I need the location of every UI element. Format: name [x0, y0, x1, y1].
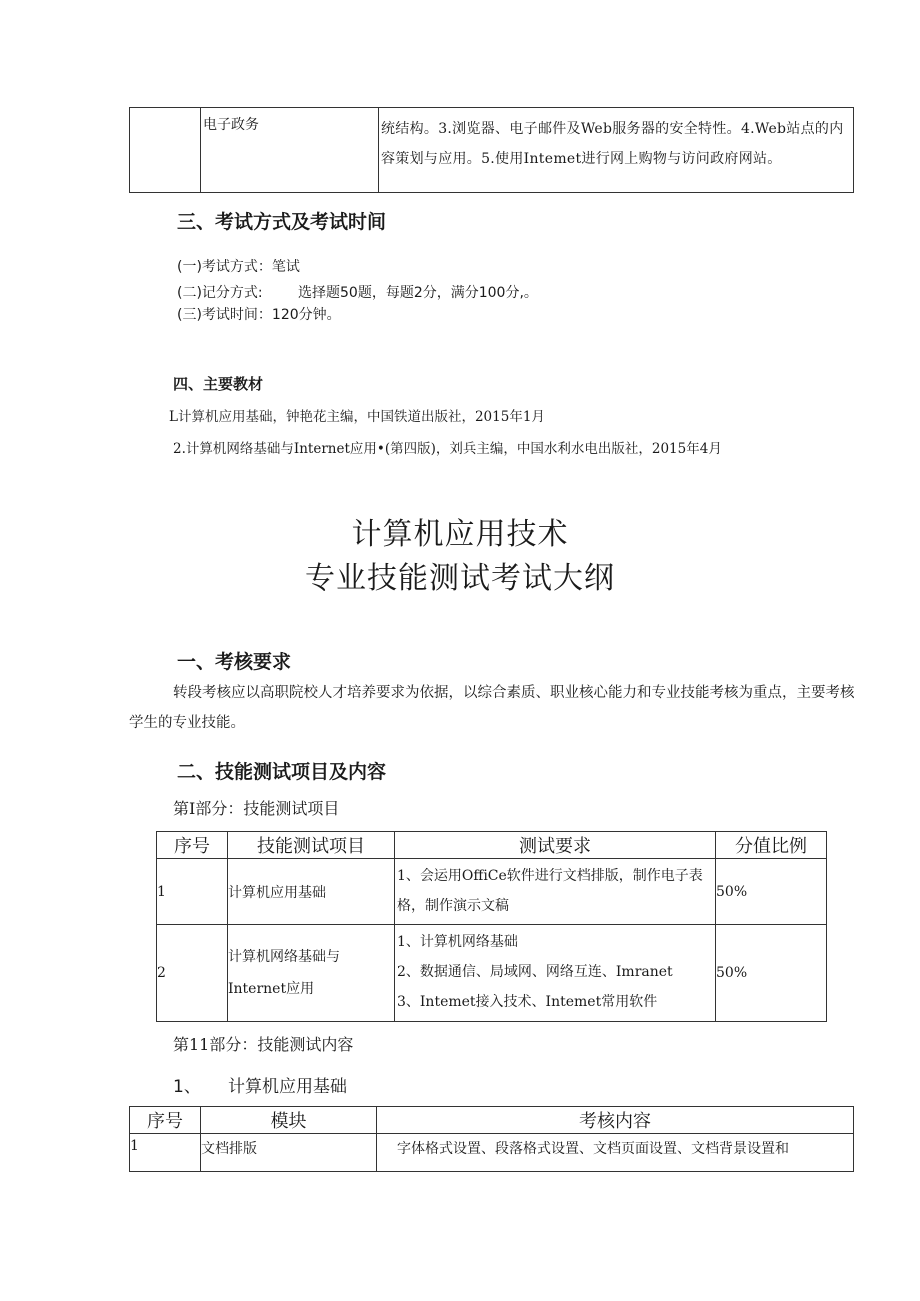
section4-heading: 四、主要教材: [173, 375, 264, 393]
top-table-cell-empty: [130, 108, 201, 193]
part2-subheading2: 第11部分：技能测试内容: [173, 1035, 354, 1054]
module-row1-module: 文档排版: [201, 1134, 377, 1172]
exam-time: (三)考试时间：120分钟。: [177, 307, 341, 323]
textbook-2: 2.计算机网络基础与Internet应用•(第四版)，刘兵主编，中国水利水电出版社，2015年4月: [173, 441, 722, 457]
skill-row2-req-line1: 1、计算机网络基础: [397, 934, 518, 950]
skill-header-req: 测试要求: [395, 832, 716, 859]
section3-heading: 三、考试方式及考试时间: [177, 211, 387, 233]
skill-row1-ratio: 50%: [716, 859, 827, 925]
module-header-content: 考核内容: [377, 1107, 854, 1134]
module-row1-content: 字体格式设置、段落格式设置、文档页面设置、文档背景设置和: [377, 1134, 854, 1172]
skill-row2-req: [395, 925, 716, 1022]
section-title: 计算机应用基础: [228, 1077, 347, 1097]
module-row1-no: 1: [130, 1134, 201, 1172]
module-header-module: 模块: [201, 1107, 377, 1134]
skill-header-ratio: 分值比例: [716, 832, 827, 859]
section-index: 1、: [173, 1077, 201, 1097]
textbook-1: L计算机应用基础，钟艳花主编，中国铁道出版社，2015年1月: [169, 409, 545, 425]
part1-body: 转段考核应以高职院校人才培养要求为依据，以综合素质、职业核心能力和专业技能考核为重点，主要考核学生的专业技能。: [129, 685, 855, 731]
top-table: [129, 107, 854, 193]
skill-row1-item: 计算机应用基础: [228, 859, 395, 925]
scoring-detail: 选择题50题，每题2分，满分100分,。: [298, 285, 538, 301]
page-title-line2: 专业技能测试考试大纲: [305, 561, 615, 596]
module-header-no: 序号: [130, 1107, 201, 1134]
part1-heading: 一、考核要求: [177, 651, 292, 673]
skill-row2-item: 计算机网络基础与Internet应用: [228, 925, 395, 1022]
skill-row2-ratio: 50%: [716, 925, 827, 1022]
part2-subheading1: 第Ⅰ部分：技能测试项目: [173, 799, 340, 818]
exam-method: (一)考试方式：笔试: [177, 259, 300, 275]
part2-heading: 二、技能测试项目及内容: [177, 761, 387, 783]
skill-row1-no: 1: [157, 859, 228, 925]
page-title-line1: 计算机应用技术: [351, 517, 569, 552]
skill-row2-no: 2: [157, 925, 228, 1022]
top-table-cell-content: 统结构。3.浏览器、电子邮件及Web服务器的安全特性。4.Web站点的内容策划与应用。5.使用Intemet进行网上购物与访问政府网站。: [379, 108, 854, 193]
skill-row1-req: 1、会运用OffiCe软件进行文档排版，制作电子表格，制作演示文稿: [395, 859, 716, 925]
skill-table: [156, 831, 827, 1022]
scoring-label: (二)记分方式:: [177, 285, 263, 301]
top-table-cell-course: 电子政务: [201, 108, 379, 193]
skill-header-item: 技能测试项目: [228, 832, 395, 859]
module-table: [129, 1106, 854, 1172]
skill-row2-req-line3: 3、Intemet接入技术、Intemet常用软件: [397, 994, 658, 1010]
skill-header-no: 序号: [157, 832, 228, 859]
skill-row2-req-line2: 2、数据通信、局域网、网络互连、Imranet: [397, 964, 673, 980]
